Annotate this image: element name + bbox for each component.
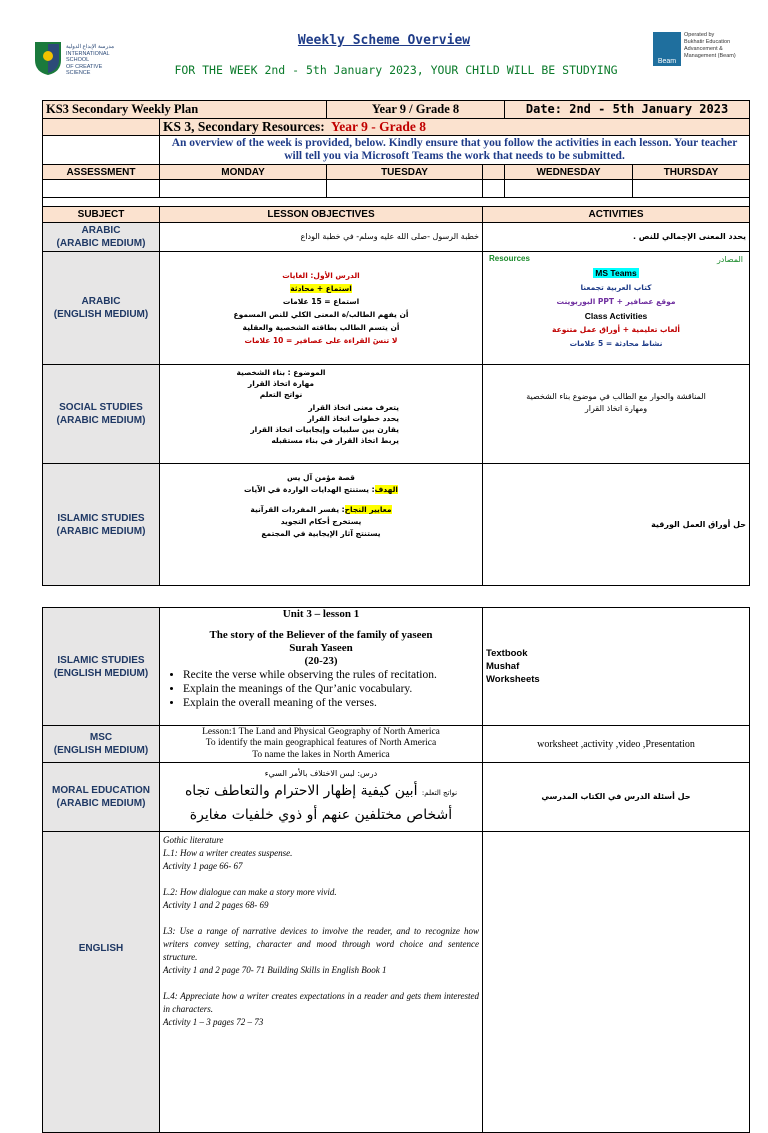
- subject-cell: ENGLISH: [43, 832, 160, 1133]
- activities-cell: Textbook Mushaf Worksheets: [483, 608, 750, 726]
- plan-header-row: [43, 101, 750, 119]
- subject-cell: MSC (ENGLISH MEDIUM): [43, 726, 160, 763]
- row-moral-education: [43, 763, 750, 832]
- activities-cell: يحدد المعنى الإجمالي للنص .: [483, 223, 750, 252]
- resources-row: [43, 119, 750, 136]
- beam-logo: [653, 32, 758, 72]
- objectives-header: LESSON OBJECTIVES: [160, 207, 483, 223]
- plan-title: KS3 Secondary Weekly Plan: [43, 101, 327, 119]
- objectives-cell: Gothic literature L.1: How a writer creates suspense. Activity 1 page 66- 67 L.2: How dialogue can make a story more vivid. Activity 1 and 2 pages 68- 69 L3: Use a range of narrative devices to involve the reader, and to recognize how writers convey setting, character and mood through word choice and sentence structure. Activity 1 and 2 page 70- 71 Building Skills in English Book 1 L.4: Appreciate how a writer creates expectations in a reader and gets them interested in characters. Activity 1 – 3 pages 72 – 73: [160, 832, 483, 1133]
- plan-year: Year 9 / Grade 8: [327, 101, 505, 119]
- day-monday: MONDAY: [160, 165, 327, 180]
- weekly-plan-table-continued: [42, 607, 750, 1133]
- beam-logo-mark: Beam: [653, 32, 681, 66]
- assessment-header-row: [43, 165, 750, 180]
- subject-cell: SOCIAL STUDIES (ARABIC MEDIUM): [43, 365, 160, 464]
- row-msc: [43, 726, 750, 763]
- objectives-cell: قصة مؤمن آل يس الهدف: يستنتج الهدايات الواردة في الآيات معايير النجاح: يفسر المفردات القرآنية يستخرج أحكام التجويد يستنتج آثار الإيجابية في المجتمع: [160, 464, 483, 586]
- objectives-cell: Unit 3 – lesson 1 The story of the Believer of the family of yaseen Surah Yaseen (20-23) • Recite the verse while observing the rules of recitation. • Explain the meanings of the Qur’anic vocabulary. • Explain the overall meaning of the verses.: [160, 608, 483, 726]
- subject-cell: MORAL EDUCATION (ARABIC MEDIUM): [43, 763, 160, 832]
- plan-date: Date: 2nd - 5th January 2023: [505, 101, 750, 119]
- day-tuesday: TUESDAY: [327, 165, 483, 180]
- activities-cell: المناقشة والحوار مع الطالب في موضوع بناء الشخصية ومهارة اتخاذ القرار: [483, 365, 750, 464]
- page-title: Weekly Scheme Overview: [297, 33, 471, 48]
- weekly-plan-table: [42, 100, 750, 586]
- overview-row: [43, 136, 750, 165]
- row-social-studies: [43, 365, 750, 464]
- blank-row: [43, 198, 750, 207]
- list-item: • Recite the verse while observing the rules of recitation.: [183, 668, 479, 682]
- row-islamic-arabic-medium: [43, 464, 750, 586]
- column-header-row: [43, 207, 750, 223]
- resources-heading: KS 3, Secondary Resources: Year 9 - Grade 8: [160, 119, 750, 136]
- objectives-cell: Lesson:1 The Land and Physical Geography of North America To identify the main geographical features of North America To name the lakes in North America: [160, 726, 483, 763]
- row-english: [43, 832, 750, 1133]
- row-arabic-english-medium: [43, 252, 750, 365]
- activities-header: ACTIVITIES: [483, 207, 750, 223]
- page-subtitle: FOR THE WEEK 2nd - 5th January 2023, YOUR CHILD WILL BE STUDYING: [174, 63, 618, 77]
- objectives-cell: الدرس الأول: الغايات استماع + محادثة استماع = 15 علامات أن يفهم الطالب/ة المعنى الكلي للنص المسموع أن يتسم الطالب بطاقته الشخصية والعقلية لا تنسَ القراءة على عصافير = 10 علامات: [160, 252, 483, 365]
- subject-cell: ARABIC (ARABIC MEDIUM): [43, 223, 160, 252]
- activities-cell: Resources المصادر MS Teams كتاب العربية تجمعنا موقع عصافير + PPT البوربوينت Class Activities ألعاب تعليمية + أوراق عمل متنوعة نشاط محادثة = 5 علامات: [483, 252, 750, 365]
- objectives-cell: درس: لبس الاختلاف بالأمر السيء نواتج التعلم: أبين كيفية إظهار الاحترام والتعاطف تجاه أشخاص مختلفين عنهم أو ذوي خلفيات مغايرة: [160, 763, 483, 832]
- subject-cell: ARABIC (ENGLISH MEDIUM): [43, 252, 160, 365]
- list-item: • Explain the meanings of the Qur’anic vocabulary.: [183, 682, 479, 696]
- objectives-cell: الموضوع : بناء الشخصية مهارة اتخاذ القرار نواتج التعلم يتعرف معنى اتخاذ القرار يحدد خطوات اتخاذ القرار يقارن بين سلبيات وإيجابيات اتخاذ القرار يربط اتخاذ القرار في بناء مستقبله: [160, 365, 483, 464]
- subject-header: SUBJECT: [43, 207, 160, 223]
- day-thursday: THURSDAY: [633, 165, 750, 180]
- row-arabic-arabic-medium: [43, 223, 750, 252]
- school-logo-text: مدرسة الإبداع الدولية INTERNATIONAL SCHOOL OF CREATIVE SCIENCE: [66, 44, 115, 76]
- day-wednesday: WEDNESDAY: [505, 165, 633, 180]
- list-item: • Explain the overall meaning of the verses.: [183, 696, 479, 710]
- overview-text: An overview of the week is provided, below. Kindly ensure that you follow the activities in each lesson. Your teacher will tell you via Microsoft Teams the work that needs to be submitted.: [160, 136, 750, 165]
- assessment-values-row: [43, 180, 750, 198]
- beam-logo-text: Operated by Bukhatir Education Advancement & Management (Beam): [684, 32, 736, 59]
- objectives-list: [163, 668, 479, 710]
- subject-cell: ISLAMIC STUDIES (ENGLISH MEDIUM): [43, 608, 160, 726]
- objectives-cell: خطبة الرسول -صلى الله عليه وسلم- في خطبة الوداع: [160, 223, 483, 252]
- subject-cell: ISLAMIC STUDIES (ARABIC MEDIUM): [43, 464, 160, 586]
- activities-cell: حل أوراق العمل الورقية: [483, 464, 750, 586]
- activities-cell: worksheet ,activity ,video ,Presentation: [483, 726, 750, 763]
- activities-cell: [483, 832, 750, 1133]
- assessment-label: ASSESSMENT: [43, 165, 160, 180]
- row-islamic-english-medium: [43, 608, 750, 726]
- ms-teams-label: MS Teams: [595, 268, 637, 278]
- activities-cell: حل أسئلة الدرس في الكتاب المدرسي: [483, 763, 750, 832]
